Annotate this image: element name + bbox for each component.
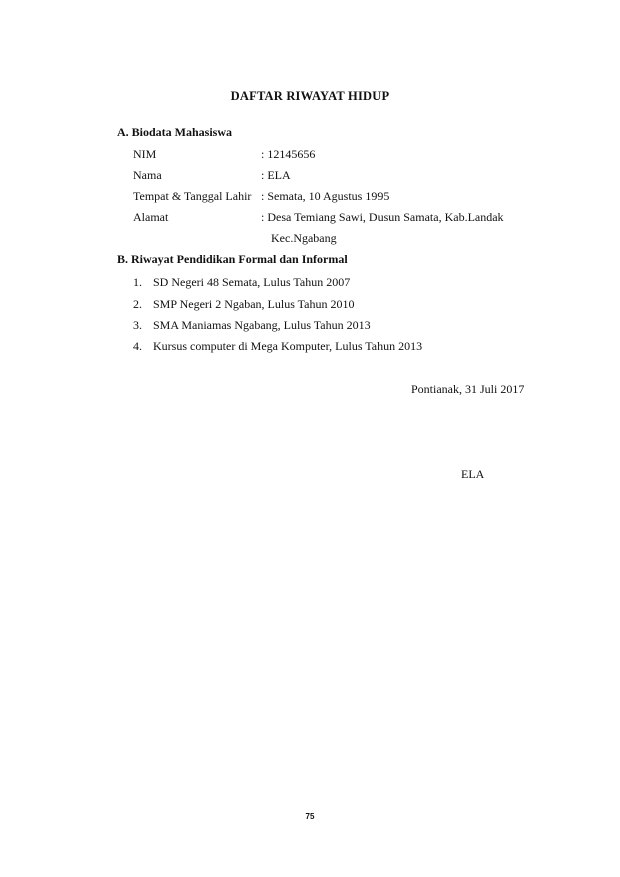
biodata-value-name: : ELA (261, 168, 291, 182)
education-number: 2. (133, 297, 142, 311)
signature-name: ELA (461, 467, 485, 481)
biodata-label-address: Alamat (133, 210, 169, 224)
biodata-label-birth: Tempat & Tanggal Lahir (133, 189, 252, 203)
page-title: DAFTAR RIWAYAT HIDUP (230, 89, 390, 103)
education-item: SD Negeri 48 Semata, Lulus Tahun 2007 (153, 275, 351, 289)
biodata-value-address-cont: Kec.Ngabang (271, 231, 337, 245)
biodata-value-birth: : Semata, 10 Agustus 1995 (261, 189, 390, 203)
biodata-value-nim: : 12145656 (261, 147, 316, 161)
section-a-heading: A. Biodata Mahasiswa (117, 125, 233, 139)
education-number: 3. (133, 318, 142, 332)
biodata-value-address: : Desa Temiang Sawi, Dusun Samata, Kab.Landak (261, 210, 504, 224)
education-number: 1. (133, 275, 142, 289)
biodata-label-name: Nama (133, 168, 162, 182)
place-date: Pontianak, 31 Juli 2017 (411, 382, 525, 396)
section-b-heading: B. Riwayat Pendidikan Formal dan Informal (117, 252, 348, 266)
education-item: Kursus computer di Mega Komputer, Lulus Tahun 2013 (153, 339, 423, 353)
education-item: SMP Negeri 2 Ngaban, Lulus Tahun 2010 (153, 297, 355, 311)
biodata-label-nim: NIM (133, 147, 157, 161)
page-number: 75 (305, 812, 315, 821)
education-number: 4. (133, 339, 142, 353)
education-item: SMA Maniamas Ngabang, Lulus Tahun 2013 (153, 318, 371, 332)
